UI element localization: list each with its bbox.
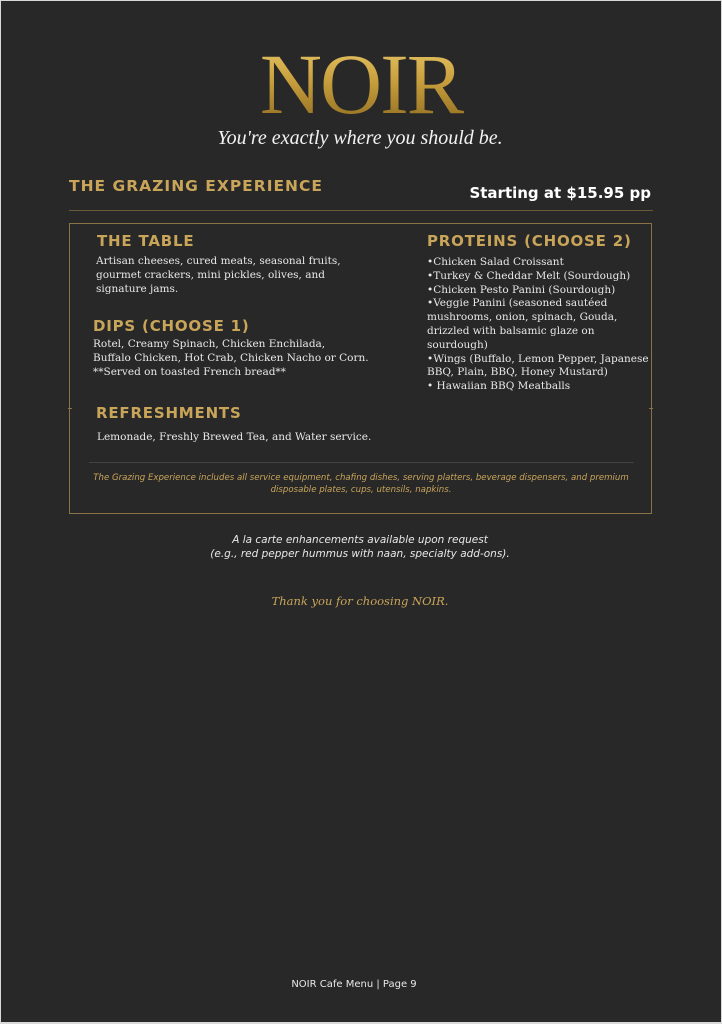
header-divider	[69, 210, 653, 211]
package-title: THE GRAZING EXPERIENCE	[69, 177, 323, 195]
refreshments-description	[97, 431, 371, 445]
refreshments-heading: REFRESHMENTS	[96, 404, 242, 422]
list-item: •Chicken Pesto Panini (Sourdough)	[427, 283, 616, 296]
text-line: **Served on toasted French bread**	[93, 365, 286, 378]
service-footnote	[91, 472, 631, 496]
the-table-heading: THE TABLE	[97, 232, 195, 250]
list-item: •Veggie Panini (seasoned sautéed	[427, 297, 608, 310]
package-price: Starting at $15.95 pp	[469, 184, 651, 202]
box-right-tick	[649, 408, 653, 409]
text-line: A la carte enhancements available upon request	[232, 534, 488, 546]
list-item: • Hawaiian BBQ Meatballs	[427, 380, 571, 393]
dips-description	[93, 338, 369, 379]
thank-you-note: Thank you for choosing NOIR.	[271, 594, 449, 608]
dips-heading: DIPS (CHOOSE 1)	[93, 317, 250, 335]
text-line: disposable plates, cups, utensils, napkins.	[270, 485, 452, 495]
list-item: BBQ, Plain, BBQ, Honey Mustard)	[427, 366, 608, 379]
text-line: (e.g., red pepper hummus with naan, specialty add-ons).	[210, 548, 510, 560]
list-item: mushrooms, onion, spinach, Gouda,	[427, 311, 618, 324]
text-line: Lemonade, Freshly Brewed Tea, and Water service.	[97, 431, 372, 443]
menu-page	[1, 1, 721, 1022]
text-line: gourmet crackers, mini pickles, olives, and	[96, 268, 325, 281]
text-line: Rotel, Creamy Spinach, Chicken Enchilada,	[93, 338, 326, 350]
footnote-divider	[89, 462, 634, 463]
list-item: •Chicken Salad Croissant	[427, 256, 564, 268]
list-item: drizzled with balsamic glaze on	[427, 324, 595, 337]
proteins-list	[427, 256, 649, 394]
proteins-heading: PROTEINS (CHOOSE 2)	[427, 232, 632, 250]
the-table-description	[96, 255, 341, 296]
text-line: signature jams.	[96, 282, 179, 295]
alacarte-note	[1, 533, 719, 561]
tagline: You're exactly where you should be.	[217, 127, 503, 149]
text-line: Buffalo Chicken, Hot Crab, Chicken Nacho or Corn.	[93, 351, 369, 364]
box-left-tick	[68, 408, 72, 409]
list-item: •Wings (Buffalo, Lemon Pepper, Japanese	[427, 352, 649, 365]
text-line: The Grazing Experience includes all service equipment, chafing dishes, serving platters, beverage dispensers, and premium	[93, 473, 629, 483]
list-item: sourdough)	[427, 338, 488, 351]
text-line: Artisan cheeses, cured meats, seasonal fruits,	[96, 255, 341, 267]
page-footer: NOIR Cafe Menu | Page 9	[291, 979, 417, 990]
noir-logo: NOIR	[1, 41, 721, 127]
list-item: •Turkey & Cheddar Melt (Sourdough)	[427, 269, 631, 282]
